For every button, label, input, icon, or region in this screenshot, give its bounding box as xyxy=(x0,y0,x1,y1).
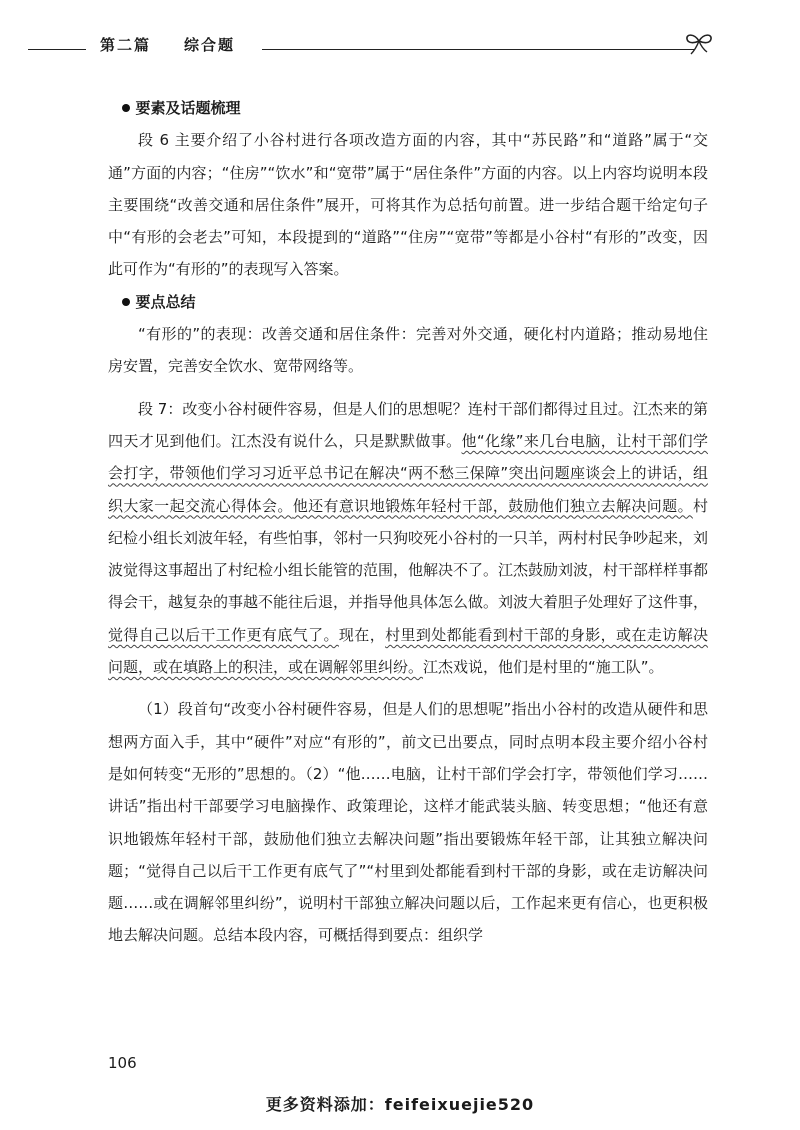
paragraph-material-7 xyxy=(108,393,708,684)
paragraph-analysis-7: （1）段首句“改变小谷村硬件容易，但是人们的思想呢”指出小谷村的改造从硬件和思想两方面入手，其中“硬件”对应“有形的”，前文已出要点，同时点明本段主要介绍小谷村是如何转变“无形的”思想的。（2）“他……电脑，让村干部们学会打字，带领他们学习……讲话”指出村干部要学习电脑操作、政策理论，这样才能武装头脑、转变思想；“他还有意识地锻炼年轻村干部，鼓励他们独立去解决问题”指出要锻炼年轻干部，让其独立解决问题；“觉得自己以后干工作更有底气了”“村里到处都能看到村干部的身影，或在走访解决问题……或在调解邻里纠纷”，说明村干部独立解决问题以后，工作起来更有信心，也更积极地去解决问题。总结本段内容，可概括得到要点：组织学 xyxy=(108,700,708,945)
ribbon-bow-icon xyxy=(683,30,715,56)
header-rule-right xyxy=(262,49,694,50)
material-text-3: 现在， xyxy=(338,625,386,644)
heading-summary xyxy=(108,286,708,318)
header-subtitle: 综合题 xyxy=(184,36,236,54)
page-body xyxy=(108,92,708,952)
bullet-dot-icon xyxy=(122,104,130,112)
underlined-phrase-3: 觉得自己以后干工作更有底气了。 xyxy=(108,625,339,644)
material-text-4: 江杰戏说，他们是村里的“施工队”。 xyxy=(423,658,664,677)
heading-summary-text: 要点总结 xyxy=(135,292,196,311)
page-number: 106 xyxy=(108,1054,137,1072)
underlined-phrase-4: 村里到处都能看到村干部的身影，或在走访解决问题，或在填路上的积洼，或在调解邻里纠纷。 xyxy=(108,625,708,677)
paragraph-analysis-6: 段 6 主要介绍了小谷村进行各项改造方面的内容，其中“苏民路”和“道路”属于“交通”方面的内容；“住房”“饮水”和“宽带”属于“居住条件”方面的内容。以上内容均说明本段主要围绕“改善交通和居住条件”展开，可将其作为总括句前置。进一步结合题干给定句子中“有形的会老去”可知，本段提到的“道路”“住房”“宽带”等都是小谷村“有形的”改变，因此可作为“有形的”的表现写入答案。 xyxy=(108,131,708,279)
bullet-dot-icon xyxy=(122,298,130,306)
heading-elements-text: 要素及话题梳理 xyxy=(135,99,241,117)
material-text-2: 村纪检小组长刘波年轻，有些怕事，邻村一只狗咬死小谷村的一只羊，两村村民争吵起来，刘波觉得这事超出了村纪检小组长能管的范围，他解决不了。江杰鼓励刘波，村干部样样事都得会干，越复杂的事越不能往后退，并指导他具体怎么做。刘波大着胆子处理好了这件事， xyxy=(108,496,709,612)
page-header xyxy=(0,30,800,66)
underlined-phrase-2: 他还有意识地锻炼年轻村干部，鼓励他们独立去解决问题。 xyxy=(292,496,693,515)
paragraph-summary: “有形的”的表现：改善交通和居住条件：完善对外交通，硬化村内道路；推动易地住房安置，完善安全饮水、宽带网络等。 xyxy=(108,325,708,376)
heading-elements xyxy=(108,92,708,124)
material-text-1: 段 7：改变小谷村硬件容易，但是人们的思想呢？连村干部们都得过且过。江杰来的第四天才见到他们。江杰没有说什么，只是默默做事。 xyxy=(108,399,708,450)
underlined-phrase-1: 他“化缘”来几台电脑，让村干部们学会打字，带领他们学习习近平总书记在解决“两不愁三保障”突出问题座谈会上的讲话，组织大家一起交流心得体会。 xyxy=(108,431,708,515)
footer-note: 更多资料添加：feifeixuejie520 xyxy=(265,1095,535,1114)
header-rule-left xyxy=(28,49,86,50)
header-section: 第二篇 xyxy=(100,36,152,54)
